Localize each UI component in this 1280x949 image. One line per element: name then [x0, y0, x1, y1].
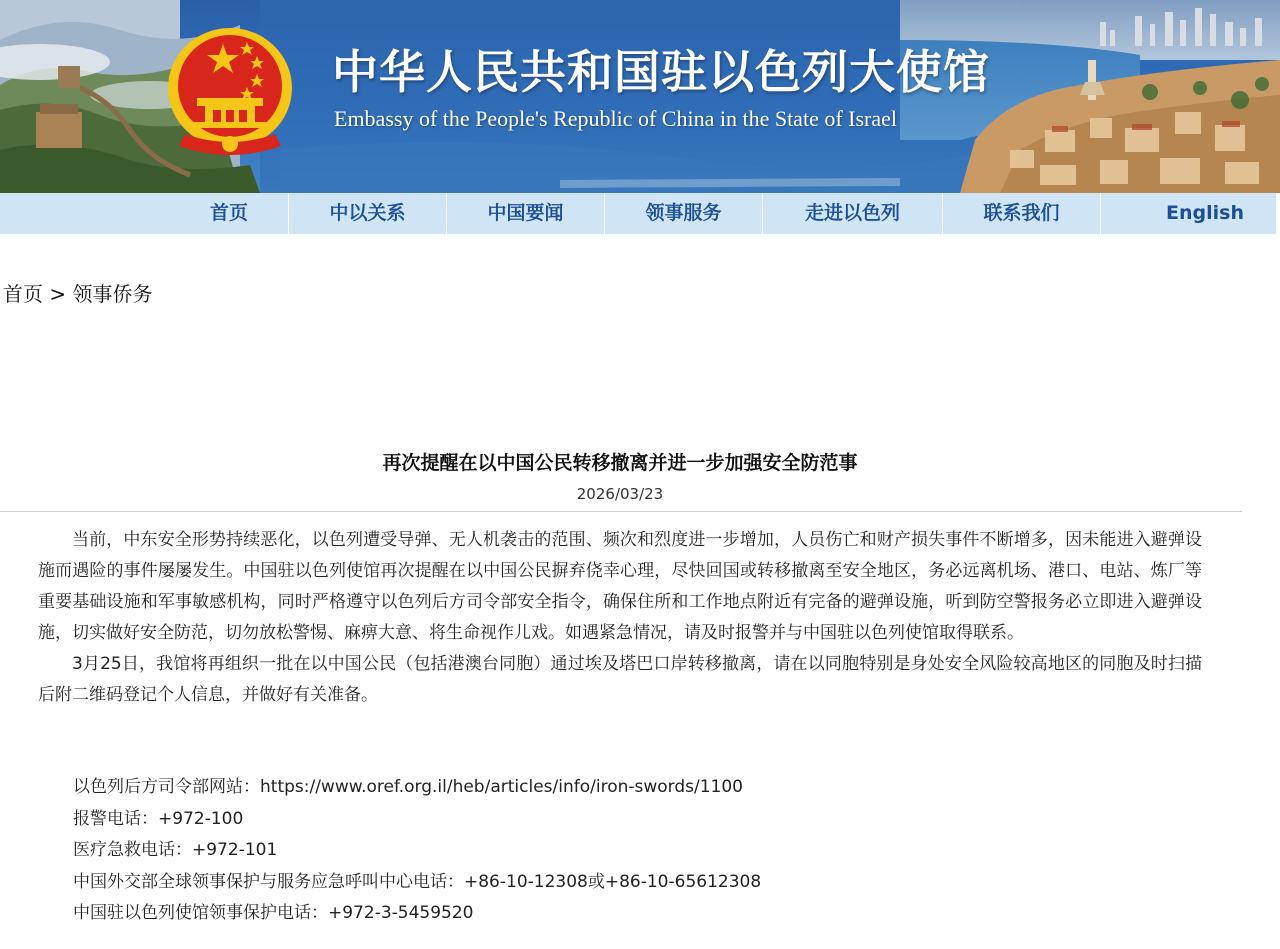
site-title-english: Embassy of the People's Republic of China in the State of Israel: [334, 106, 898, 131]
main-navigation: [0, 193, 1276, 234]
nav-item-consular-services[interactable]: 领事服务: [645, 202, 722, 224]
contact-police-phone: 报警电话：+972-100: [73, 808, 244, 829]
article-body: [38, 525, 1202, 711]
contact-home-front-command-website: 以色列后方司令部网站：https://www.oref.org.il/heb/articles/info/iron-swords/1100: [73, 777, 743, 797]
article-title: 再次提醒在以中国公民转移撤离并进一步加强安全防范事: [382, 452, 858, 474]
nav-item-china-israel-relations[interactable]: 中以关系: [329, 202, 406, 224]
nav-divider: [1100, 193, 1101, 234]
contact-embassy-consular-phone: 中国驻以色列使馆领事保护电话：+972-3-5459520: [73, 903, 474, 923]
emergency-contacts-list: [73, 772, 1073, 930]
nav-item-home[interactable]: 首页: [209, 202, 248, 224]
national-emblem-icon: [165, 24, 295, 164]
breadcrumb-current-section[interactable]: 领事侨务: [72, 282, 153, 306]
breadcrumb-home-link[interactable]: 首页: [3, 282, 43, 306]
contact-mfa-hotline: 中国外交部全球领事保护与服务应急呼叫中心电话：+86-10-12308或+86-10-65612308: [73, 871, 762, 892]
nav-item-china-news[interactable]: 中国要闻: [487, 202, 564, 224]
article-paragraph: 当前，中东安全形势持续恶化，以色列遭受导弹、无人机袭击的范围、频次和烈度进一步增加，人员伤亡和财产损失事件不断增多，因未能进入避弹设施而遇险的事件屡屡发生。中国驻以色列使馆再次提醒在以中国公民摒弃侥幸心理，尽快回国或转移撤离至安全地区，务必远离机场、港口、电站、炼厂等重要基础设施和军事敏感机构，同时严格遵守以色列后方司令部安全指令，确保住所和工作地点附近有完备的避弹设施，听到防空警报务必立即进入避弹设施，切实做好安全防范，切勿放松警惕、麻痹大意、将生命视作儿戏。如遇紧急情况，请及时报警并与中国驻以色列使馆取得联系。: [38, 530, 1202, 643]
header-banner: [0, 0, 1280, 193]
article-paragraph: 3月25日，我馆将再组织一批在以中国公民（包括港澳台同胞）通过埃及塔巴口岸转移撤离，请在以同胞特别是身处安全风险较高地区的同胞及时扫描后附二维码登记个人信息，并做好有关准备。: [38, 654, 1202, 705]
title-divider: [0, 511, 1242, 512]
site-title-chinese: 中华人民共和国驻以色列大使馆: [332, 45, 990, 99]
breadcrumb: [3, 280, 152, 308]
nav-item-english[interactable]: English: [1166, 202, 1244, 224]
nav-item-about-israel[interactable]: 走进以色列: [804, 202, 900, 224]
contact-ambulance-phone: 医疗急救电话：+972-101: [73, 840, 278, 860]
nav-item-contact-us[interactable]: 联系我们: [983, 202, 1060, 224]
article-date: 2026/03/23: [576, 485, 664, 503]
breadcrumb-separator: >: [43, 282, 73, 306]
